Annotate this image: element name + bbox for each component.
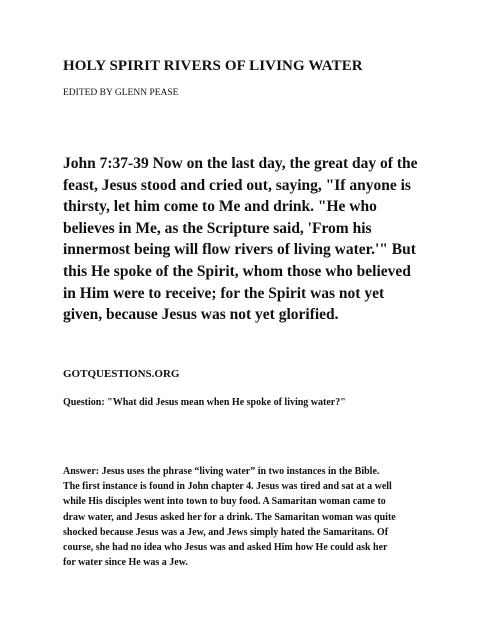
- answer-line: while His disciples went into town to buy food. A Samaritan woman came to: [63, 496, 386, 508]
- question-text: Question: "What did Jesus mean when He spoke of living water?": [63, 397, 346, 408]
- document-title: HOLY SPIRIT RIVERS OF LIVING WATER: [63, 58, 363, 74]
- answer-line: shocked because Jesus was a Jew, and Jews simply hated the Samaritans. Of: [63, 526, 389, 538]
- answer-paragraph: [63, 464, 443, 570]
- scripture-line: in Him were to receive; for the Spirit was not yet: [63, 284, 385, 302]
- source-heading: GOTQUESTIONS.ORG: [63, 368, 180, 380]
- scripture-line: feast, Jesus stood and cried out, saying, "If anyone is: [63, 176, 411, 194]
- answer-line: The first instance is found in John chapter 4. Jesus was tired and sat at a well: [63, 481, 392, 493]
- scripture-line: this He spoke of the Spirit, whom those who believed: [63, 262, 411, 280]
- scripture-line: given, because Jesus was not yet glorified.: [63, 306, 339, 324]
- scripture-line: John 7:37-39 Now on the last day, the great day of the: [63, 155, 418, 172]
- scripture-line: believes in Me, as the Scripture said, 'From his: [63, 219, 372, 237]
- scripture-passage: [63, 153, 443, 326]
- scripture-line: thirsty, let him come to Me and drink. "He who: [63, 198, 377, 216]
- answer-line: course, she had no idea who Jesus was and asked Him how He could ask her: [63, 542, 388, 554]
- answer-line: draw water, and Jesus asked her for a drink. The Samaritan woman was quite: [63, 511, 396, 523]
- scripture-line: innermost being will flow rivers of living water.'" But: [63, 241, 416, 259]
- editor-credit: EDITED BY GLENN PEASE: [63, 88, 179, 98]
- answer-line: Answer: Jesus uses the phrase “living water” in two instances in the Bible.: [63, 466, 380, 477]
- answer-line: for water since He was a Jew.: [63, 557, 188, 569]
